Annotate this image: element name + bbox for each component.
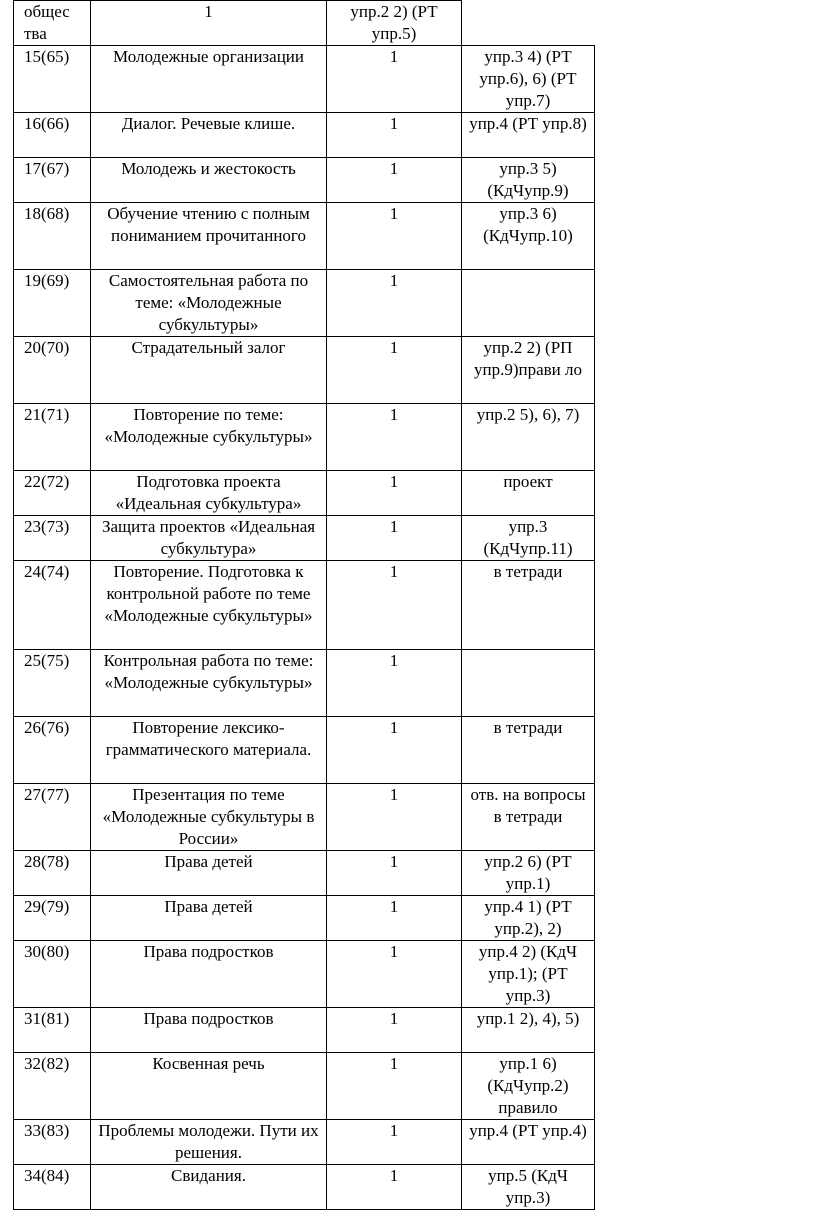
hours-text: 1 <box>389 517 399 536</box>
homework-text: в тетради <box>493 718 563 737</box>
hours-text: 1 <box>389 1121 399 1140</box>
homework-text: упр.3 6) (КдЧупр.10) <box>483 204 573 245</box>
row-num: 25(75) <box>24 651 70 670</box>
table-row <box>14 1008 595 1053</box>
topic-text: Подготовка проекта «Идеальная субкультура» <box>115 472 302 513</box>
topic-cell <box>91 1053 327 1120</box>
topic-text: Обучение чтению с полным пониманием прочитанного <box>107 204 310 245</box>
row-num: 20(70) <box>24 338 70 357</box>
row-num: 21(71) <box>24 405 70 424</box>
row-num-cell <box>14 1053 91 1120</box>
homework-cell <box>462 46 595 113</box>
row-num: 32(82) <box>24 1054 70 1073</box>
lesson-plan-table <box>13 0 595 1210</box>
table-row <box>14 404 595 471</box>
homework-text: упр.1 6) (КдЧупр.2) правило <box>487 1054 569 1117</box>
hours-cell <box>327 1 462 46</box>
hours-text: упр.2 2) (РТ упр.5) <box>350 2 438 43</box>
row-num-cell <box>14 404 91 471</box>
row-num: 18(68) <box>24 204 70 223</box>
topic-cell <box>91 471 327 516</box>
row-num-cell <box>14 784 91 851</box>
row-num-cell <box>14 203 91 270</box>
hours-cell <box>327 896 462 941</box>
topic-cell <box>91 203 327 270</box>
hours-text: 1 <box>389 1009 399 1028</box>
row-num-cell <box>14 851 91 896</box>
hours-text: 1 <box>389 785 399 804</box>
row-num: 22(72) <box>24 472 70 491</box>
row-num-cell <box>14 270 91 337</box>
hours-text: 1 <box>389 405 399 424</box>
table-row <box>14 270 595 337</box>
hours-cell <box>327 404 462 471</box>
homework-text: упр.1 2), 4), 5) <box>476 1009 580 1028</box>
hours-cell <box>327 46 462 113</box>
hours-text: 1 <box>389 1054 399 1073</box>
topic-cell <box>91 1165 327 1210</box>
topic-text: Повторение по теме: «Молодежные субкультуры» <box>104 405 313 446</box>
table-row <box>14 650 595 717</box>
homework-text: проект <box>503 472 553 491</box>
table-row <box>14 203 595 270</box>
topic-cell <box>91 650 327 717</box>
hours-text: 1 <box>389 651 399 670</box>
table-row <box>14 896 595 941</box>
row-num: 31(81) <box>24 1009 70 1028</box>
row-num-cell <box>14 1 91 46</box>
topic-cell <box>91 896 327 941</box>
topic-cell <box>91 516 327 561</box>
topic-cell <box>91 717 327 784</box>
homework-text: упр.2 2) (РП упр.9)прави ло <box>473 338 582 379</box>
table-row <box>14 851 595 896</box>
hours-cell <box>327 113 462 158</box>
topic-cell <box>91 561 327 650</box>
topic-text: Повторение. Подготовка к контрольной работе по теме «Молодежные субкультуры» <box>104 562 313 625</box>
topic-text: Косвенная речь <box>152 1054 265 1073</box>
table-row <box>14 158 595 203</box>
row-num: 26(76) <box>24 718 70 737</box>
hours-cell <box>327 784 462 851</box>
homework-cell <box>462 717 595 784</box>
table-row <box>14 1120 595 1165</box>
row-num: 16(66) <box>24 114 70 133</box>
row-num-cell <box>14 896 91 941</box>
hours-cell <box>327 1053 462 1120</box>
topic-text: 1 <box>204 2 213 21</box>
row-num-cell <box>14 46 91 113</box>
topic-cell <box>91 1008 327 1053</box>
homework-text: упр.3 (КдЧупр.11) <box>483 517 573 558</box>
topic-text: Самостоятельная работа по теме: «Молодежные субкультуры» <box>108 271 309 334</box>
table-row <box>14 1165 595 1210</box>
homework-text: упр.4 (РТ упр.8) <box>469 114 587 133</box>
empty-cell <box>462 1 595 46</box>
homework-text: упр.2 5), 6), 7) <box>476 405 580 424</box>
homework-cell <box>462 113 595 158</box>
row-num-cell <box>14 941 91 1008</box>
homework-cell <box>462 1008 595 1053</box>
row-num: 23(73) <box>24 517 70 536</box>
topic-cell <box>91 851 327 896</box>
hours-cell <box>327 717 462 784</box>
hours-cell <box>327 1120 462 1165</box>
topic-text: Свидания. <box>171 1166 246 1185</box>
hours-text: 1 <box>389 852 399 871</box>
hours-text: 1 <box>389 1166 399 1185</box>
homework-cell <box>462 1053 595 1120</box>
homework-text: упр.2 6) (РТ упр.1) <box>484 852 572 893</box>
topic-text: Проблемы молодежи. Пути их решения. <box>98 1121 319 1162</box>
table-row <box>14 337 595 404</box>
row-num: 15(65) <box>24 47 70 66</box>
row-num: 30(80) <box>24 942 70 961</box>
table-row <box>14 717 595 784</box>
table-row <box>14 471 595 516</box>
row-num-cell <box>14 337 91 404</box>
topic-cell <box>91 270 327 337</box>
table-row <box>14 1053 595 1120</box>
row-num: 24(74) <box>24 562 70 581</box>
table-row-header-fragment <box>14 1 595 46</box>
topic-text: Права детей <box>164 897 253 916</box>
homework-cell <box>462 337 595 404</box>
topic-text: Контрольная работа по теме: «Молодежные субкультуры» <box>103 651 314 692</box>
row-num-cell <box>14 717 91 784</box>
homework-text: в тетради <box>493 562 563 581</box>
topic-text: Страдательный залог <box>131 338 286 357</box>
hours-text: 1 <box>389 271 399 290</box>
row-num: 29(79) <box>24 897 70 916</box>
homework-text: упр.5 (КдЧ упр.3) <box>488 1166 568 1207</box>
homework-cell <box>462 1120 595 1165</box>
hours-text: 1 <box>389 718 399 737</box>
topic-text: Права подростков <box>143 942 274 961</box>
homework-cell <box>462 561 595 650</box>
hours-cell <box>327 203 462 270</box>
hours-text: 1 <box>389 47 399 66</box>
row-num: 33(83) <box>24 1121 70 1140</box>
table-row <box>14 941 595 1008</box>
topic-cell <box>91 113 327 158</box>
row-num-cell <box>14 1120 91 1165</box>
homework-cell <box>462 270 595 337</box>
row-num-cell <box>14 1165 91 1210</box>
homework-cell <box>462 471 595 516</box>
row-num-cell <box>14 650 91 717</box>
topic-text: Молодежь и жестокость <box>121 159 296 178</box>
hours-text: 1 <box>389 942 399 961</box>
row-num: 17(67) <box>24 159 70 178</box>
row-num: 28(78) <box>24 852 70 871</box>
homework-cell <box>462 404 595 471</box>
homework-text: упр.3 5) (КдЧупр.9) <box>487 159 569 200</box>
homework-cell <box>462 203 595 270</box>
homework-text: упр.4 (РТ упр.4) <box>469 1121 587 1140</box>
table-row <box>14 46 595 113</box>
topic-cell <box>91 404 327 471</box>
hours-text: 1 <box>389 472 399 491</box>
topic-cell <box>91 941 327 1008</box>
hours-text: 1 <box>389 897 399 916</box>
topic-text: Молодежные организации <box>113 47 304 66</box>
hours-text: 1 <box>389 338 399 357</box>
homework-text: упр.4 2) (КдЧ упр.1); (РТ упр.3) <box>478 942 578 1005</box>
homework-cell <box>462 650 595 717</box>
topic-cell <box>91 1 327 46</box>
table-row <box>14 516 595 561</box>
topic-text: Права подростков <box>143 1009 274 1028</box>
hours-text: 1 <box>389 204 399 223</box>
homework-text: отв. на вопросы в тетради <box>470 785 586 826</box>
table-row <box>14 113 595 158</box>
hours-cell <box>327 270 462 337</box>
table-body <box>14 1 595 1210</box>
row-num-cell <box>14 561 91 650</box>
topic-text: Повторение лексико-грамматического материала. <box>105 718 312 759</box>
hours-cell <box>327 516 462 561</box>
topic-text: Диалог. Речевые клише. <box>121 114 296 133</box>
hours-cell <box>327 337 462 404</box>
row-num-cell <box>14 158 91 203</box>
hours-cell <box>327 650 462 717</box>
hours-text: 1 <box>389 562 399 581</box>
homework-cell <box>462 1165 595 1210</box>
homework-cell <box>462 784 595 851</box>
row-num: общес тва <box>24 2 70 43</box>
hours-cell <box>327 1165 462 1210</box>
topic-text: Презентация по теме «Молодежные субкультуры в России» <box>102 785 315 848</box>
hours-text: 1 <box>389 114 399 133</box>
hours-cell <box>327 158 462 203</box>
hours-cell <box>327 941 462 1008</box>
homework-text: упр.3 4) (РТ упр.6), 6) (РТ упр.7) <box>479 47 577 110</box>
homework-cell <box>462 896 595 941</box>
topic-cell <box>91 46 327 113</box>
homework-cell <box>462 851 595 896</box>
row-num: 19(69) <box>24 271 70 290</box>
hours-cell <box>327 471 462 516</box>
homework-text: упр.4 1) (РТ упр.2), 2) <box>484 897 572 938</box>
topic-cell <box>91 784 327 851</box>
row-num-cell <box>14 471 91 516</box>
table-row <box>14 784 595 851</box>
row-num: 27(77) <box>24 785 70 804</box>
topic-cell <box>91 337 327 404</box>
table-row <box>14 561 595 650</box>
hours-cell <box>327 851 462 896</box>
row-num: 34(84) <box>24 1166 70 1185</box>
hours-text: 1 <box>389 159 399 178</box>
topic-text: Защита проектов «Идеальная субкультура» <box>101 517 316 558</box>
row-num-cell <box>14 1008 91 1053</box>
topic-cell <box>91 1120 327 1165</box>
hours-cell <box>327 1008 462 1053</box>
topic-cell <box>91 158 327 203</box>
row-num-cell <box>14 113 91 158</box>
row-num-cell <box>14 516 91 561</box>
topic-text: Права детей <box>164 852 253 871</box>
hours-cell <box>327 561 462 650</box>
homework-cell <box>462 941 595 1008</box>
homework-cell <box>462 516 595 561</box>
homework-cell <box>462 158 595 203</box>
